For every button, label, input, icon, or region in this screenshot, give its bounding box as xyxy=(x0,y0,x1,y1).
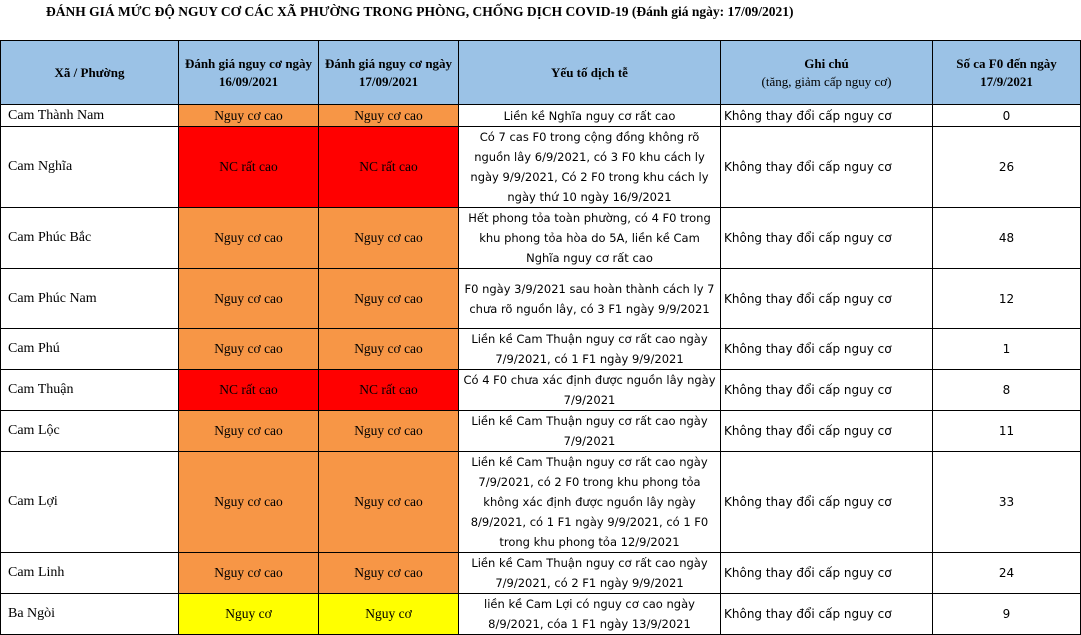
row-factor[interactable]: F0 ngày 3/9/2021 sau hoàn thành cách ly 7 chưa rõ nguồn lây, có 3 F1 ngày 9/9/2021 xyxy=(459,269,721,329)
row-risk-16[interactable]: NC rất cao xyxy=(179,127,319,208)
row-ward[interactable]: Cam Phúc Bắc xyxy=(1,208,179,269)
row-count[interactable]: 1 xyxy=(933,329,1081,370)
row-count[interactable]: 9 xyxy=(933,594,1081,635)
table-row xyxy=(1,553,1081,594)
row-count[interactable]: 12 xyxy=(933,269,1081,329)
row-factor[interactable]: Liền kề Cam Thuận nguy cơ rất cao ngày 7/9/2021 xyxy=(459,411,721,452)
table-row xyxy=(1,411,1081,452)
header-row xyxy=(1,41,1081,105)
row-risk-16[interactable]: Nguy cơ cao xyxy=(179,329,319,370)
row-risk-17[interactable]: Nguy cơ cao xyxy=(319,452,459,553)
sheet-title: ĐÁNH GIÁ MỨC ĐỘ NGUY CƠ CÁC XÃ PHƯỜNG TRONG PHÒNG, CHỐNG DỊCH COVID-19 (Đánh giá ngày: 17/09/2021) xyxy=(46,4,794,19)
row-risk-17[interactable]: Nguy cơ cao xyxy=(319,553,459,594)
table-row xyxy=(1,452,1081,553)
row-factor[interactable]: Có 4 F0 chưa xác định được nguồn lây ngày 7/9/2021 xyxy=(459,370,721,411)
header-ward[interactable]: Xã / Phường xyxy=(1,41,179,105)
row-note[interactable]: Không thay đổi cấp nguy cơ xyxy=(721,594,933,635)
table-row xyxy=(1,105,1081,127)
row-factor[interactable]: Hết phong tỏa toàn phường, có 4 F0 trong khu phong tỏa hòa do 5A, liền kề Cam Nghĩa nguy cơ rất cao xyxy=(459,208,721,269)
row-risk-17[interactable]: Nguy cơ cao xyxy=(319,329,459,370)
row-note[interactable]: Không thay đổi cấp nguy cơ xyxy=(721,411,933,452)
row-count[interactable]: 11 xyxy=(933,411,1081,452)
row-factor[interactable]: Liền kề Cam Thuận nguy cơ rất cao ngày 7/9/2021, có 2 F1 ngày 9/9/2021 xyxy=(459,553,721,594)
row-note[interactable]: Không thay đổi cấp nguy cơ xyxy=(721,208,933,269)
row-risk-17[interactable]: Nguy cơ xyxy=(319,594,459,635)
header-risk-16[interactable]: Đánh giá nguy cơ ngày 16/09/2021 xyxy=(179,41,319,105)
table-row xyxy=(1,208,1081,269)
row-note[interactable]: Không thay đổi cấp nguy cơ xyxy=(721,553,933,594)
row-note[interactable]: Không thay đổi cấp nguy cơ xyxy=(721,105,933,127)
row-factor[interactable]: Có 7 cas F0 trong cộng đồng không rõ nguồn lây 6/9/2021, có 3 F0 khu cách ly ngày 9/9/2021, Có 2 F0 trong khu cách ly ngày thứ 10 ngày 16/9/2021 xyxy=(459,127,721,208)
table-row xyxy=(1,269,1081,329)
row-ward[interactable]: Ba Ngòi xyxy=(1,594,179,635)
row-risk-16[interactable]: Nguy cơ cao xyxy=(179,269,319,329)
header-note[interactable] xyxy=(721,41,933,105)
row-risk-17[interactable]: NC rất cao xyxy=(319,370,459,411)
row-count[interactable]: 48 xyxy=(933,208,1081,269)
row-ward[interactable]: Cam Nghĩa xyxy=(1,127,179,208)
row-factor[interactable]: Liền kề Cam Thuận nguy cơ rất cao ngày 7/9/2021, có 2 F0 trong khu phong tỏa không xác định được nguồn lây ngày 8/9/2021, có 1 F1 ngày 9/9/2021, có 1 F0 trong khu phong tỏa 12/9/2021 xyxy=(459,452,721,553)
row-risk-16[interactable]: NC rất cao xyxy=(179,370,319,411)
header-factor[interactable]: Yếu tố dịch tễ xyxy=(459,41,721,105)
row-risk-16[interactable]: Nguy cơ cao xyxy=(179,452,319,553)
row-note[interactable]: Không thay đổi cấp nguy cơ xyxy=(721,452,933,553)
header-note-sub: (tăng, giảm cấp nguy cơ) xyxy=(761,73,892,89)
row-note[interactable]: Không thay đổi cấp nguy cơ xyxy=(721,269,933,329)
row-risk-16[interactable]: Nguy cơ cao xyxy=(179,553,319,594)
row-count[interactable]: 0 xyxy=(933,105,1081,127)
row-ward[interactable]: Cam Thành Nam xyxy=(1,105,179,127)
risk-table xyxy=(0,40,1081,635)
table-row xyxy=(1,370,1081,411)
row-factor[interactable]: Liền kề Nghĩa nguy cơ rất cao xyxy=(459,105,721,127)
row-ward[interactable]: Cam Phú xyxy=(1,329,179,370)
row-risk-16[interactable]: Nguy cơ xyxy=(179,594,319,635)
row-factor[interactable]: Liền kề Cam Thuận nguy cơ rất cao ngày 7/9/2021, có 1 F1 ngày 9/9/2021 xyxy=(459,329,721,370)
row-risk-17[interactable]: Nguy cơ cao xyxy=(319,208,459,269)
row-factor[interactable]: liền kề Cam Lợi có nguy cơ cao ngày 8/9/2021, cóa 1 F1 ngày 13/9/2021 xyxy=(459,594,721,635)
row-count[interactable]: 26 xyxy=(933,127,1081,208)
row-risk-16[interactable]: Nguy cơ cao xyxy=(179,105,319,127)
row-risk-17[interactable]: NC rất cao xyxy=(319,127,459,208)
table-row xyxy=(1,329,1081,370)
header-count[interactable]: Số ca F0 đến ngày 17/9/2021 xyxy=(933,41,1081,105)
row-count[interactable]: 8 xyxy=(933,370,1081,411)
row-risk-16[interactable]: Nguy cơ cao xyxy=(179,208,319,269)
header-note-title: Ghi chú xyxy=(804,55,849,71)
row-risk-17[interactable]: Nguy cơ cao xyxy=(319,105,459,127)
row-note[interactable]: Không thay đổi cấp nguy cơ xyxy=(721,329,933,370)
row-count[interactable]: 33 xyxy=(933,452,1081,553)
row-risk-16[interactable]: Nguy cơ cao xyxy=(179,411,319,452)
header-risk-17[interactable]: Đánh giá nguy cơ ngày 17/09/2021 xyxy=(319,41,459,105)
table-row xyxy=(1,594,1081,635)
row-risk-17[interactable]: Nguy cơ cao xyxy=(319,269,459,329)
row-note[interactable]: Không thay đổi cấp nguy cơ xyxy=(721,127,933,208)
row-count[interactable]: 24 xyxy=(933,553,1081,594)
row-risk-17[interactable]: Nguy cơ cao xyxy=(319,411,459,452)
row-ward[interactable]: Cam Linh xyxy=(1,553,179,594)
row-note[interactable]: Không thay đổi cấp nguy cơ xyxy=(721,370,933,411)
table-row xyxy=(1,127,1081,208)
row-ward[interactable]: Cam Thuận xyxy=(1,370,179,411)
row-ward[interactable]: Cam Lợi xyxy=(1,452,179,553)
row-ward[interactable]: Cam Phúc Nam xyxy=(1,269,179,329)
row-ward[interactable]: Cam Lộc xyxy=(1,411,179,452)
